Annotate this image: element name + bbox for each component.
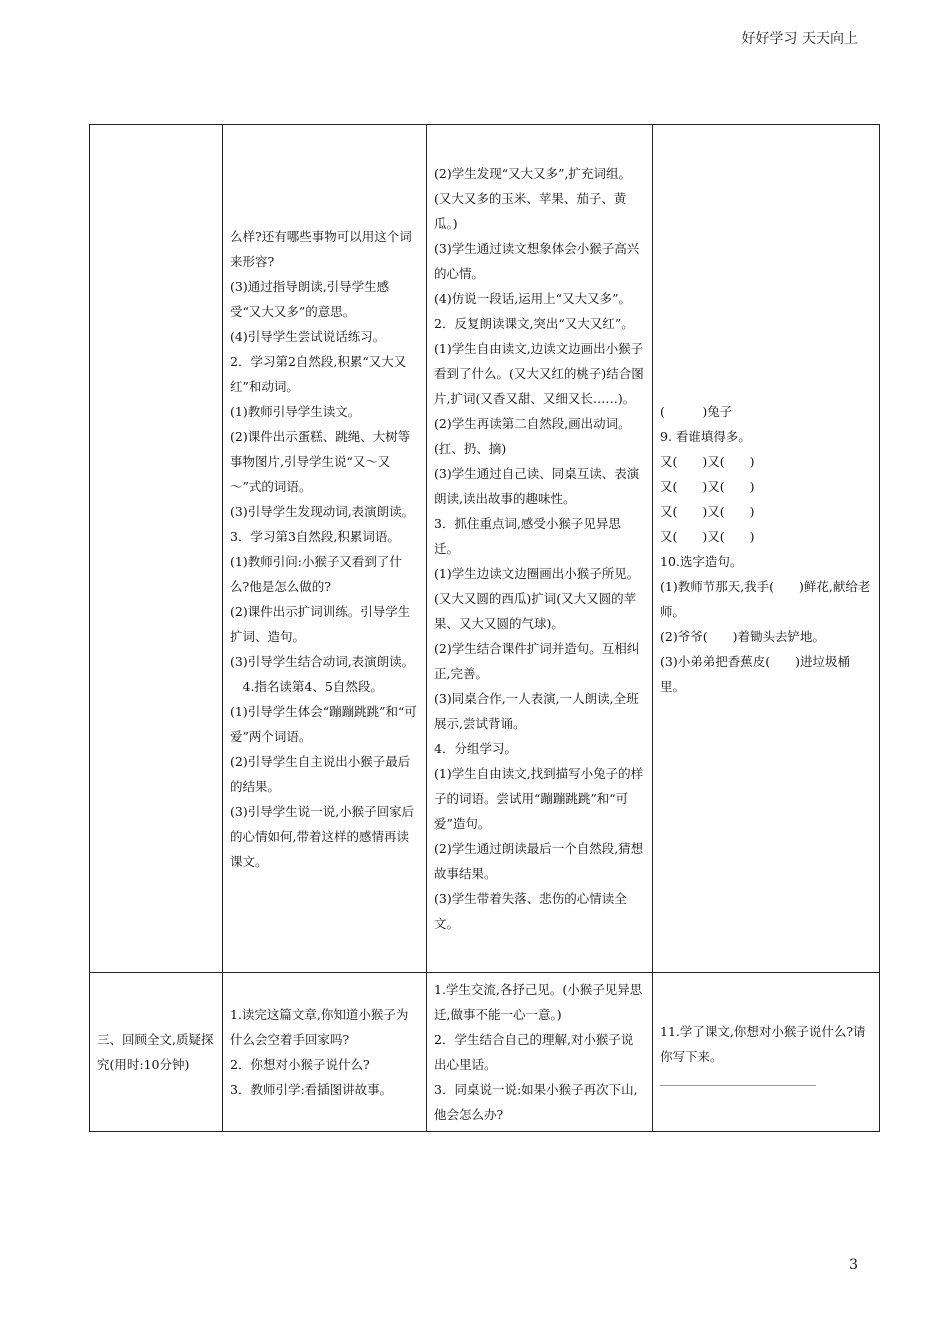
lesson-plan-table [89,124,880,1132]
text-line: (3)引导学生结合动词,表演朗读。 [230,653,415,669]
text-line: (1)教师引问:小猴子又看到了什么?他是怎么做的? [230,553,402,594]
text-line: 又( )又( ) [660,478,755,494]
answer-line[interactable] [660,1085,816,1086]
text-line: 又( )又( ) [660,528,755,544]
text-line: 2．学生结合自己的理解,对小猴子说出心里话。 [434,1032,634,1072]
text-line: 1.读完这篇文章,你知道小猴子为什么会空着手回家吗? [230,1007,409,1047]
text-line: (1)学生自由读文,找到描写小兔子的样子的词语。尝试用“蹦蹦跳跳”和“可爱”造句。 [434,766,644,831]
text-line: ( )兔子 [660,403,733,419]
text-line: (3)学生通过读文想象体会小猴子高兴的心情。 [434,241,640,281]
text-line: (3)学生带着失落、悲伤的心情读全文。 [434,891,627,931]
text-line: (1)学生自由读文,边读文边画出小猴子看到了什么。(又大又红的桃子)结合图片,扩词(又香又甜、又细又长……)。 [434,341,644,406]
text-line: (3)通过指导朗读,引导学生感受“又大又多”的意思。 [230,278,390,319]
text-line: (2)学生结合课件扩词并造句。互相纠正,完善。 [434,641,640,681]
exercise-cell [653,973,880,1132]
text-line: 2．你想对小猴子说什么? [230,1057,370,1072]
text-line: (2)学生通过朗读最后一个自然段,猜想故事结果。 [434,841,644,881]
text-line: (1)教师引导学生读文。 [230,403,361,419]
text-line: (3)同桌合作,一人表演,一人朗读,全班展示,尝试背诵。 [434,691,639,731]
text-line: (3)引导学生说一说,小猴子回家后的心情如何,带着这样的感情再读课文。 [230,803,415,869]
text-line: 3．教师引学:看插图讲故事。 [230,1082,393,1097]
text-line: 3．抓住重点词,感受小猴子见异思迁。 [434,516,621,556]
text-line: (2)学生发现“又大又多”,扩充词组。(又大又多的玉米、苹果、茄子、黄瓜。) [434,166,631,231]
text-line: (2)爷爷( )着锄头去铲地。 [660,628,825,644]
text-line: (4)仿说一段话,运用上“又大又多”。 [434,291,631,306]
text-line: 9. 看谁填得多。 [660,428,751,444]
student-activity-cell [427,973,653,1132]
text-line: 又( )又( ) [660,453,755,469]
student-activity-cell [427,125,653,973]
text-line: 又( )又( ) [660,503,755,519]
text-line: 1.学生交流,各抒己见。(小猴子见异思迁,做事不能一心一意。) [434,982,643,1022]
text-line: (1)学生边读文边圈画出小猴子所见。(又大又圆的西瓜)扩词(又大又圆的苹果、又大又圆的气球)。 [434,566,640,631]
text-line: 么样?还有哪些事物可以用这个词来形容? [230,228,412,269]
page-header: 好好学习 天天向上 [741,31,858,47]
teacher-activity-cell [223,973,427,1132]
text-line: (2)课件出示扩词训练。引导学生扩词、造句。 [230,603,411,644]
text-line: 2．反复朗读课文,突出“又大又红”。 [434,316,634,331]
page-number: 3 [849,1257,858,1273]
exercise-cell [653,125,880,973]
text-line: (2)学生再读第二自然段,画出动词。(扛、扔、摘) [434,416,631,456]
table-row [90,125,880,973]
exercise-cell-lines [660,1019,872,1069]
text-line: 3．同桌说一说:如果小猴子再次下山,他会怎么办? [434,1082,638,1122]
teacher-activity-cell [223,125,427,973]
text-line: (3)引导学生发现动词,表演朗读。 [230,503,415,519]
text-line: 3．学习第3自然段,积累词语。 [230,528,400,544]
text-line: (3)学生通过自己读、同桌互读、表演朗读,读出故事的趣味性。 [434,466,640,506]
text-line: 4．分组学习。 [434,741,517,756]
stage-cell: 三、回顾全文,质疑探究(用时:10分钟) [90,973,223,1132]
text-line: 4.指名读第4、5自然段。 [230,678,383,694]
text-line: 11.学了课文,你想对小猴子说什么?请你写下来。 [660,1023,866,1064]
text-line: (4)引导学生尝试说话练习。 [230,328,386,344]
text-line: (1)引导学生体会“蹦蹦跳跳”和“可爱”两个词语。 [230,703,417,744]
text-line: (1)教师节那天,我手( )鲜花,献给老师。 [660,578,871,619]
text-line: 2．学习第2自然段,积累“又大又红”和动词。 [230,353,407,394]
text-line: (2)课件出示蛋糕、跳绳、大树等事物图片,引导学生说“又～又～”式的词语。 [230,428,411,494]
text-line: (2)引导学生自主说出小猴子最后的结果。 [230,753,411,794]
text-line: (3)小弟弟把香蕉皮( )进垃圾桶里。 [660,653,850,694]
text-line: 10.选字造句。 [660,553,743,569]
stage-cell [90,125,223,973]
table-row [90,973,880,1132]
